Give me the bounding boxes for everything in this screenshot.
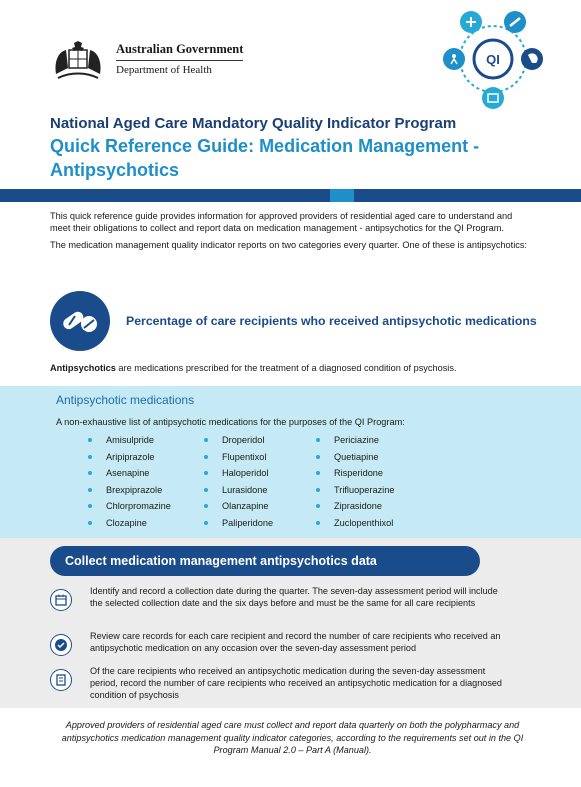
list-item: Trifluoperazine	[316, 482, 394, 499]
pills-icon	[50, 291, 110, 351]
medications-heading: Antipsychotic medications	[56, 393, 195, 407]
list-item: Periciazine	[316, 432, 394, 449]
list-item: Clozapine	[88, 515, 171, 532]
gov-name: Australian Government	[116, 42, 243, 62]
list-item: Zuclopenthixol	[316, 515, 394, 532]
intro-paragraph-2: The medication management quality indicator reports on two categories every quarter. One of these is antipsychotics:	[50, 240, 527, 250]
medications-column-2	[204, 432, 273, 532]
government-logo	[50, 38, 243, 82]
list-item: Quetiapine	[316, 449, 394, 466]
intro-paragraph-1: This quick reference guide provides information for approved providers of residential aged care to understand and meet their obligations to collect and report data on medication management - antipsychotics for the QI Program.	[50, 211, 513, 233]
check-icon	[50, 634, 72, 656]
qi-badge-label: QI	[486, 52, 500, 67]
calendar-icon	[50, 589, 72, 611]
footnote: Approved providers of residential aged care must collect and report data quarterly on both the polypharmacy and antipsychotics medication management quality indicator categories, according to the requirements set out in the QI Program Manual 2.0 – Part A (Manual).	[61, 720, 524, 755]
collect-heading: Collect medication management antipsychotics data	[65, 554, 377, 568]
intro	[50, 210, 535, 256]
collect-step-1	[50, 585, 508, 611]
definition-text: are medications prescribed for the treatment of a diagnosed condition of psychosis.	[115, 363, 457, 373]
list-item: Amisulpride	[88, 432, 171, 449]
list-item: Olanzapine	[204, 498, 273, 515]
indicator-text: Percentage of care recipients who received antipsychotic medications	[126, 314, 537, 328]
coat-of-arms-icon	[50, 38, 106, 82]
collect-banner	[50, 546, 480, 576]
collect-step-text: Identify and record a collection date during the quarter. The seven-day assessment period will include the selected collection date and the six days before and must be the same for all care recipients	[90, 586, 498, 608]
medications-column-3	[316, 432, 394, 532]
definition	[50, 363, 457, 373]
indicator-callout	[50, 291, 537, 351]
list-item: Asenapine	[88, 465, 171, 482]
list-item: Haloperidol	[204, 465, 273, 482]
collect-step-3	[50, 665, 508, 701]
document-icon	[50, 669, 72, 691]
page-title: Quick Reference Guide: Medication Management - Antipsychotics	[50, 136, 480, 180]
header-stripe	[0, 189, 581, 202]
list-item: Paliperidone	[204, 515, 273, 532]
collect-panel	[0, 538, 581, 708]
medications-panel	[0, 386, 581, 538]
list-item: Chlorpromazine	[88, 498, 171, 515]
list-item: Aripiprazole	[88, 449, 171, 466]
list-item: Lurasidone	[204, 482, 273, 499]
list-item: Droperidol	[204, 432, 273, 449]
medications-lead: A non-exhaustive list of antipsychotic medications for the purposes of the QI Program:	[56, 417, 405, 427]
definition-term: Antipsychotics	[50, 363, 116, 373]
list-item: Brexpiprazole	[88, 482, 171, 499]
list-item: Risperidone	[316, 465, 394, 482]
medications-column-1	[88, 432, 171, 532]
program-title: National Aged Care Mandatory Quality Indicator Program	[50, 115, 457, 132]
list-item: Ziprasidone	[316, 498, 394, 515]
collect-step-2	[50, 630, 508, 656]
department-name: Department of Health	[116, 64, 212, 77]
collect-step-text: Of the care recipients who received an antipsychotic medication during the seven-day assessment period, record the number of care recipients who received an antipsychotic medication for a diagnosed condition of psychosis	[90, 666, 502, 700]
collect-step-text: Review care records for each care recipient and record the number of care recipients who received an antipsychotic medication on any occasion over the seven-day assessment period	[90, 631, 501, 653]
list-item: Flupentixol	[204, 449, 273, 466]
qi-badge-icon	[442, 8, 544, 110]
